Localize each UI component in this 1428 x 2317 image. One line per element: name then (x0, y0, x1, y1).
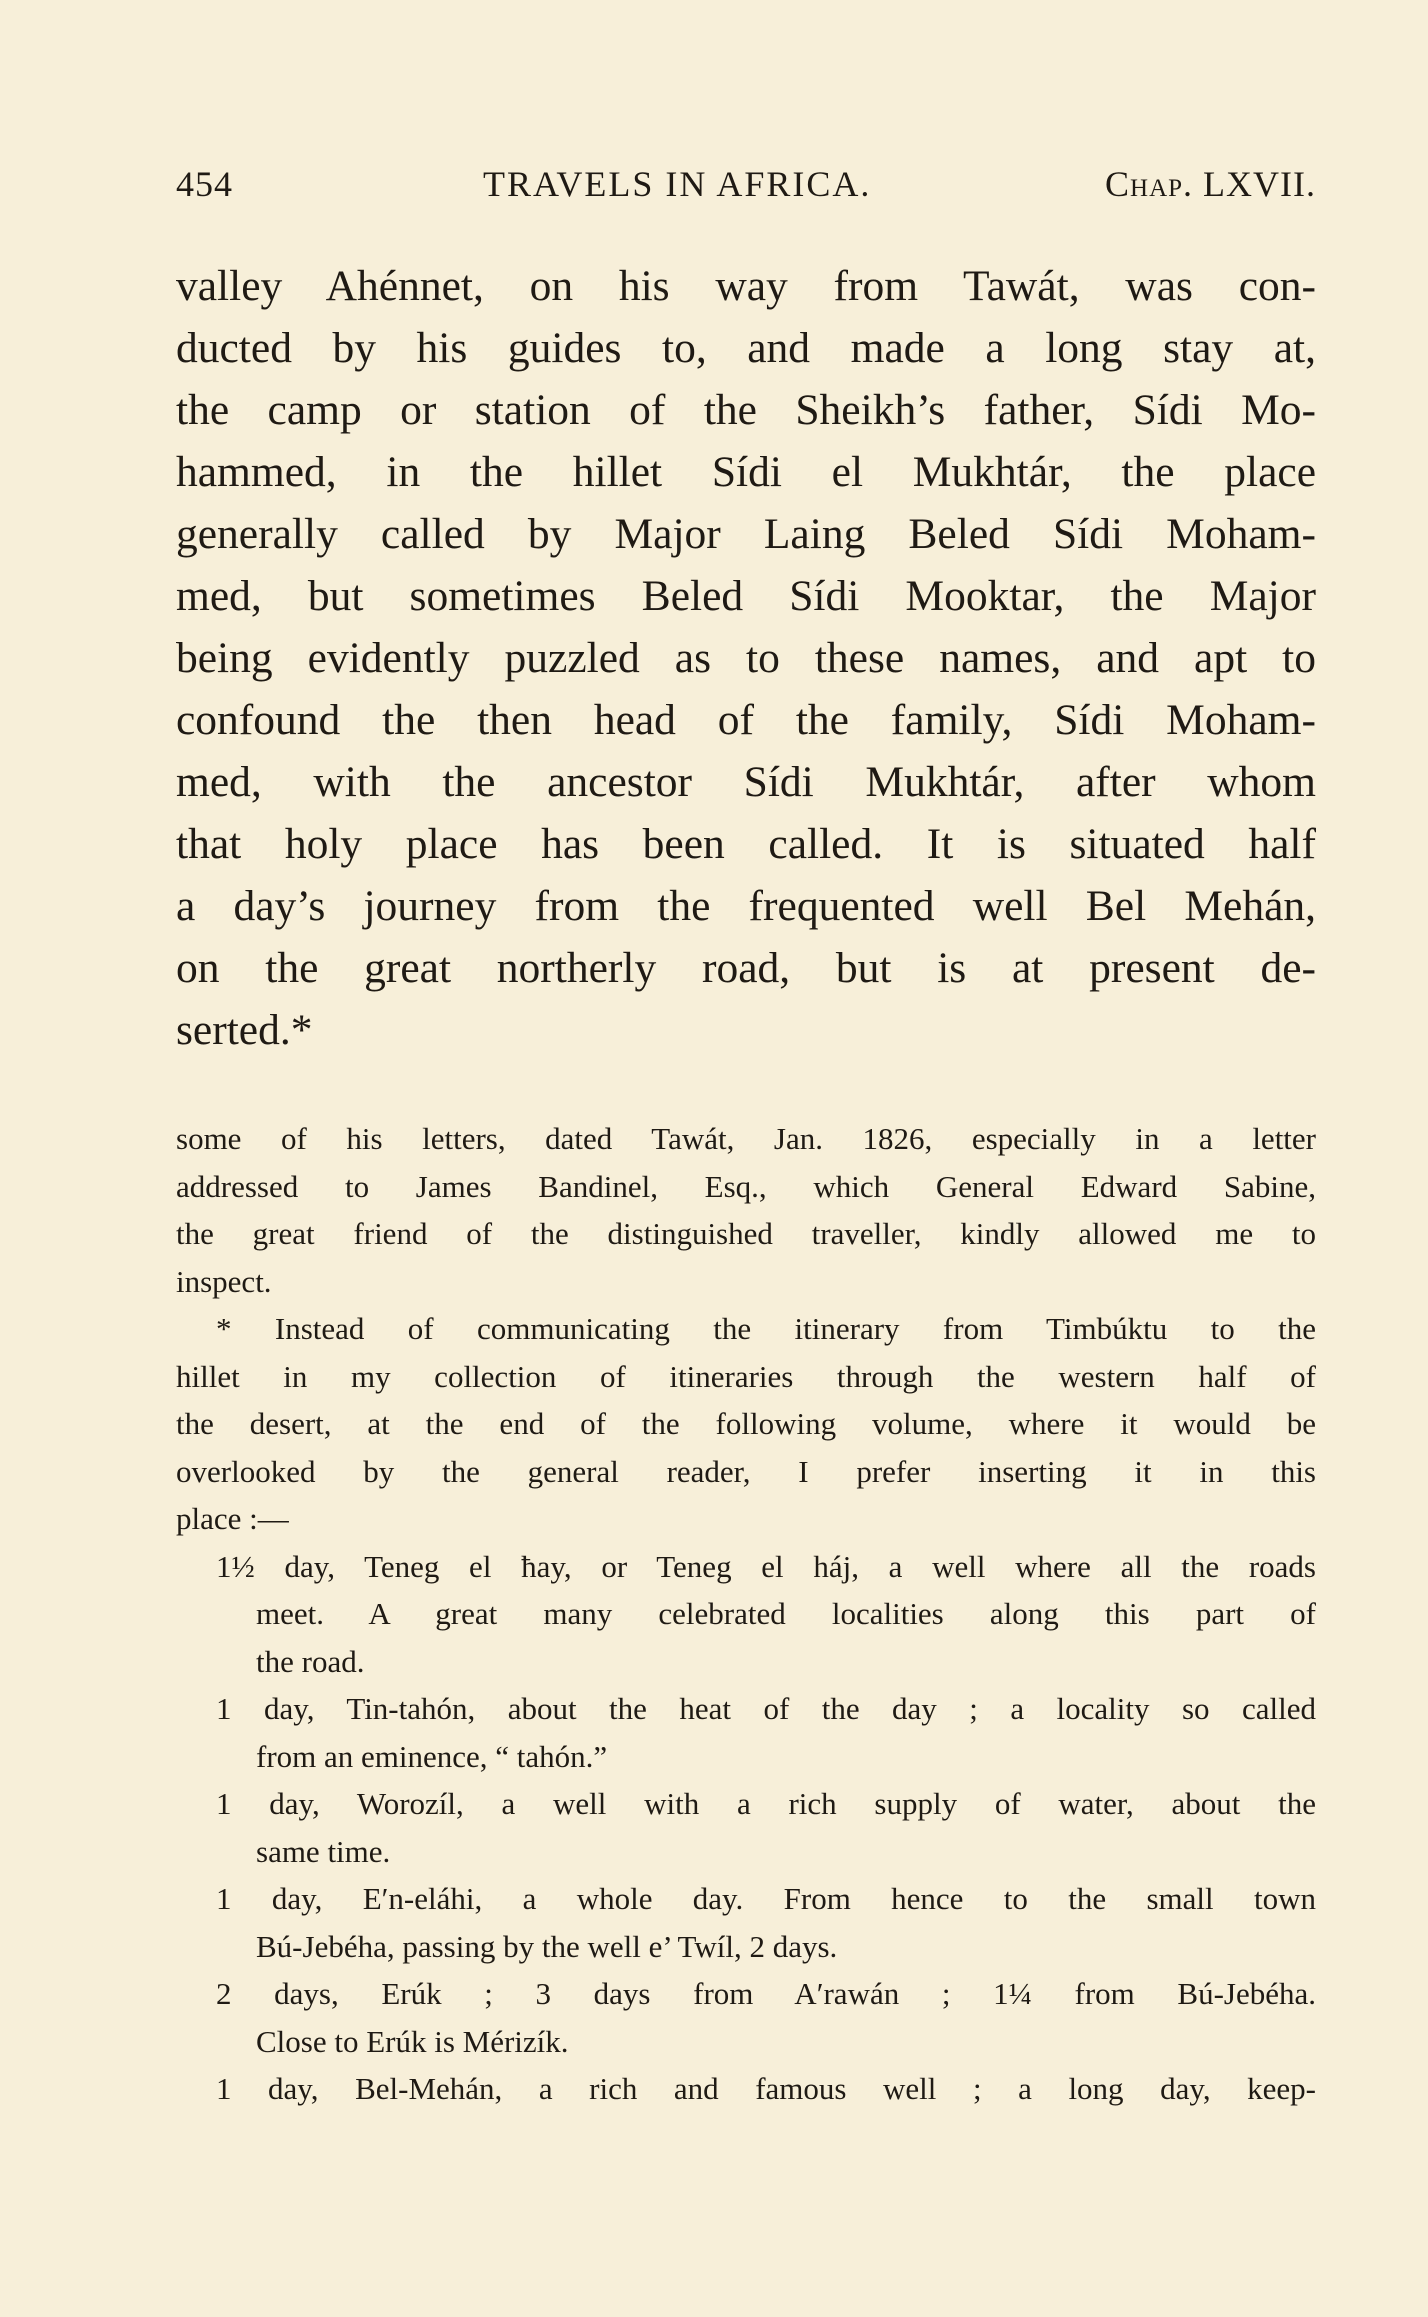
footnote-line: addressed to James Bandinel, Esq., which General Edward Sabine, (176, 1168, 1316, 1204)
body-line: the camp or station of the Sheikh’s father, Sídi Mo- (176, 386, 1316, 434)
running-title: TRAVELS IN AFRICA. (483, 164, 872, 204)
body-line: on the great northerly road, but is at present de- (176, 944, 1316, 992)
itinerary-line: from an eminence, “ tahón.” (256, 1738, 608, 1774)
chapter-label: Chap. LXVII. (1105, 164, 1316, 204)
body-line: valley Ahénnet, on his way from Tawát, was con- (176, 262, 1316, 310)
footnote-line: the great friend of the distinguished traveller, kindly allowed me to (176, 1216, 1316, 1251)
footnote-line: overlooked by the general reader, I prefer inserting it in this (176, 1453, 1316, 1489)
itinerary-line: 1 day, Worozíl, a well with a rich supply of water, about the (216, 1786, 1316, 1821)
footnote-line: the desert, at the end of the following volume, where it would be (176, 1406, 1316, 1441)
itinerary-line: same time. (256, 1833, 391, 1869)
body-line: confound the then head of the family, Sídi Moham- (176, 696, 1316, 744)
itinerary-line: 1 day, E′n-eláhi, a whole day. From hence to the small town (216, 1881, 1316, 1916)
body-line: a day’s journey from the frequented well Bel Mehán, (176, 882, 1316, 930)
body-line: ducted by his guides to, and made a long stay at, (176, 324, 1316, 372)
itinerary-line: 1 day, Bel-Mehán, a rich and famous well ; a long day, keep- (216, 2071, 1316, 2106)
body-line: hammed, in the hillet Sídi el Mukhtár, the place (176, 448, 1316, 496)
body-line: serted.* (176, 1006, 313, 1054)
body-line: med, but sometimes Beled Sídi Mooktar, the Major (176, 572, 1316, 620)
itinerary-line: meet. A great many celebrated localities along this part of (256, 1596, 1316, 1631)
main-text (176, 255, 1316, 1061)
body-line: med, with the ancestor Sídi Mukhtár, after whom (176, 758, 1316, 806)
footnote-line: inspect. (176, 1263, 272, 1299)
itinerary-line: Close to Erúk is Mérizík. (256, 2023, 569, 2059)
footnote-line: hillet in my collection of itineraries through the western half of (176, 1358, 1316, 1394)
footnote-line: * Instead of communicating the itinerary from Timbúktu to the (216, 1311, 1316, 1346)
itinerary-line: 2 days, Erúk ; 3 days from A′rawán ; 1¼ from Bú-Jebéha. (216, 1976, 1316, 2011)
body-line: generally called by Major Laing Beled Sídi Moham- (176, 510, 1316, 558)
footnote-line: place :— (176, 1501, 289, 1536)
page-number: 454 (176, 164, 233, 204)
itinerary-line: 1 day, Tin-tahón, about the heat of the day ; a locality so called (216, 1691, 1316, 1726)
itinerary-line: the road. (256, 1643, 365, 1679)
footnote-line: some of his letters, dated Tawát, Jan. 1826, especially in a letter (176, 1121, 1316, 1156)
footnotes (176, 1115, 1316, 2113)
body-line: that holy place has been called. It is situated half (176, 820, 1316, 868)
itinerary-line: Bú-Jebéha, passing by the well e’ Twíl, 2 days. (256, 1928, 838, 1964)
page-header (176, 163, 1316, 213)
body-line: being evidently puzzled as to these names, and apt to (176, 634, 1316, 682)
itinerary-line: 1½ day, Teneg el ħay, or Teneg el háj, a well where all the roads (216, 1548, 1316, 1584)
